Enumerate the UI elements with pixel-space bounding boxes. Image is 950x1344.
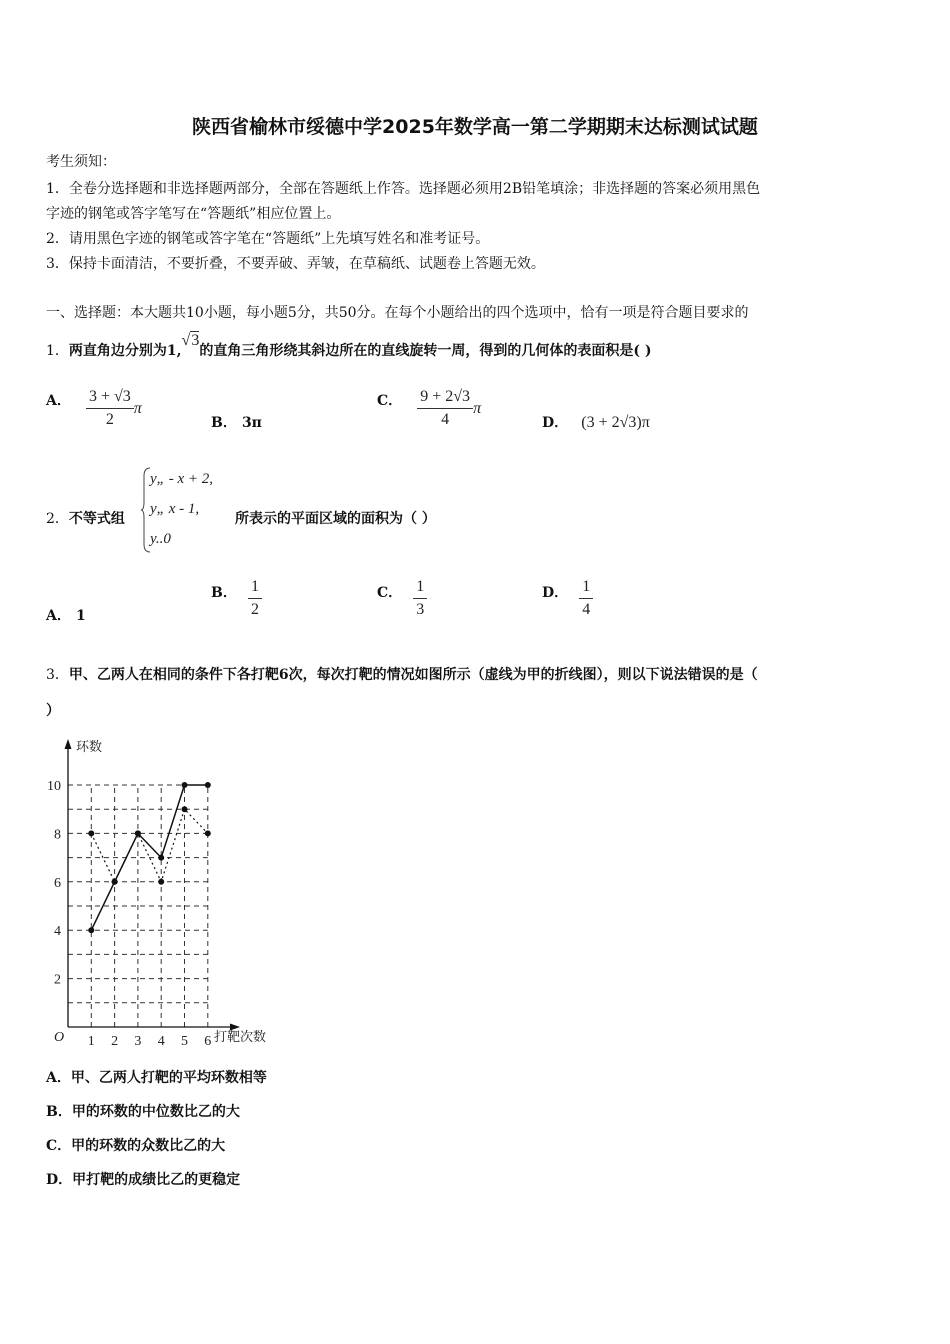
question-3-stem-text: 甲、乙两人在相同的条件下各打靶6次，每次打靶的情况如图所示（虚线为甲的折线图），则以下说法错误的是（ <box>68 667 758 683</box>
q1-option-a[interactable] <box>46 388 142 429</box>
q2-option-b[interactable] <box>211 578 262 619</box>
q3-option-b[interactable]: B．甲的环数的中位数比乙的大 <box>46 1104 240 1120</box>
pi-symbol: π <box>473 400 482 417</box>
q3-option-d[interactable]: D．甲打靶的成绩比乙的更稳定 <box>46 1172 241 1188</box>
q1-option-c-denominator: 4 <box>441 411 450 428</box>
q1-option-a-numerator: 3 + √3 <box>86 388 134 409</box>
question-3-stem-line-1 <box>46 664 758 684</box>
notice-heading: 考生须知： <box>46 154 116 170</box>
question-1-stem-end: 的直角三角形绕其斜边所在的直线旋转一周，得到的几何体的表面积是( ) <box>199 343 652 359</box>
question-1-stem-start: 两直角边分别为1, <box>68 343 182 359</box>
q2-option-a-label: A． <box>46 608 71 624</box>
section-1-heading: 一、选择题：本大题共10小题，每小题5分，共50分。在每个小题给出的四个选项中，恰有一项是符合题目要求的 <box>46 305 749 321</box>
system-inequality-1: y„ - x + 2, <box>150 471 214 487</box>
question-2-stem-start <box>46 508 125 528</box>
data-point <box>205 830 211 836</box>
q1-option-c-fraction <box>417 388 473 429</box>
chart-ticks <box>47 779 211 1049</box>
x-tick-label: 6 <box>204 1034 212 1049</box>
x-tick-label: 4 <box>157 1034 165 1049</box>
y-tick-label: 8 <box>54 827 61 843</box>
x-tick-label: 2 <box>111 1034 119 1049</box>
y-tick-label: 6 <box>54 875 61 891</box>
sqrt-radicand: 3 <box>191 332 200 349</box>
question-3-stem-line-2: ） <box>46 703 60 719</box>
y-tick-label: 4 <box>54 924 61 940</box>
q1-option-b[interactable] <box>211 412 262 432</box>
q2-option-b-label: B． <box>211 585 237 601</box>
q1-option-b-value: 3π <box>241 415 262 431</box>
q1-option-a-denominator: 2 <box>105 411 114 428</box>
notice-item-3: 3．保持卡面清洁，不要折叠，不要弄破、弄皱，在草稿纸、试题卷上答题无效。 <box>46 256 545 272</box>
question-2-stem-end: 所表示的平面区域的面积为（ ） <box>235 511 436 527</box>
q2-option-d-denominator: 4 <box>582 601 591 618</box>
data-point <box>158 855 164 861</box>
q2-option-a[interactable] <box>46 605 86 625</box>
q1-option-c[interactable] <box>377 388 481 429</box>
x-tick-label: 5 <box>181 1034 188 1049</box>
system-inequality-2: y„ x - 1, <box>150 501 200 517</box>
q2-option-b-numerator: 1 <box>248 578 262 599</box>
q1-option-b-label: B． <box>211 415 237 431</box>
data-point <box>182 782 188 788</box>
q2-option-d-numerator: 1 <box>579 578 593 599</box>
q1-option-a-fraction <box>86 388 134 429</box>
q2-option-d[interactable] <box>542 578 593 619</box>
q2-option-b-denominator: 2 <box>250 601 259 618</box>
q2-option-d-fraction <box>579 578 593 619</box>
data-point <box>135 830 141 836</box>
question-2-stem-text: 不等式组 <box>68 511 125 527</box>
q2-option-c-label: C． <box>377 585 403 601</box>
q2-option-a-value: 1 <box>75 608 86 624</box>
q1-option-d[interactable] <box>542 412 650 432</box>
sqrt-3-expression <box>182 332 200 349</box>
question-2-number: 2． <box>46 511 69 527</box>
data-point <box>182 806 188 812</box>
q1-option-d-label: D． <box>542 415 569 431</box>
q2-option-c-denominator: 3 <box>416 601 425 618</box>
pi-symbol: π <box>133 400 142 417</box>
q2-option-d-label: D． <box>542 585 569 601</box>
q2-option-c[interactable] <box>377 578 427 619</box>
origin-label: O <box>54 1030 65 1045</box>
notice-item-1-line-2: 字迹的钢笔或答字笔写在“答题纸”相应位置上。 <box>46 206 341 222</box>
x-tick-label: 1 <box>87 1034 95 1049</box>
page-title: 陕西省榆林市绥德中学2025年数学高一第二学期期末达标测试试题 <box>192 116 758 138</box>
x-tick-label: 3 <box>134 1034 142 1049</box>
y-tick-label: 2 <box>54 972 61 988</box>
q1-option-d-value: (3 + 2√3)π <box>581 414 650 431</box>
x-axis-label: 打靶次数 <box>214 1029 267 1044</box>
data-point <box>205 782 211 788</box>
q1-option-a-label: A． <box>46 393 71 409</box>
y-axis-label: 环数 <box>76 739 103 754</box>
shooting-scores-chart <box>40 735 290 1053</box>
q1-option-c-numerator: 9 + 2√3 <box>417 388 473 409</box>
y-axis-arrow <box>65 739 72 749</box>
chart-grid <box>68 785 208 1027</box>
notice-item-2: 2．请用黑色字迹的钢笔或答字笔在“答题纸”上先填写姓名和准考证号。 <box>46 231 490 247</box>
q2-option-c-fraction <box>413 578 427 619</box>
q2-option-c-numerator: 1 <box>413 578 427 599</box>
q2-option-b-fraction <box>248 578 262 619</box>
y-tick-label: 10 <box>47 779 61 794</box>
data-point <box>88 927 94 933</box>
q1-option-c-label: C． <box>377 393 403 409</box>
q3-option-c[interactable]: C．甲的环数的众数比乙的大 <box>46 1138 226 1154</box>
data-point <box>112 879 118 885</box>
data-point <box>158 879 164 885</box>
question-1-number: 1． <box>46 343 69 359</box>
data-point <box>88 830 94 836</box>
sqrt-symbol: √ <box>181 332 191 349</box>
question-3-number: 3． <box>46 667 69 683</box>
question-1-stem <box>46 332 652 360</box>
system-inequality-3: y..0 <box>150 531 171 547</box>
notice-item-1-line-1: 1．全卷分选择题和非选择题两部分，全部在答题纸上作答。选择题必须用2B铅笔填涂；非选择题的答案必须用黑色 <box>46 181 761 197</box>
q3-option-a[interactable]: A．甲、乙两人打靶的平均环数相等 <box>46 1070 267 1086</box>
